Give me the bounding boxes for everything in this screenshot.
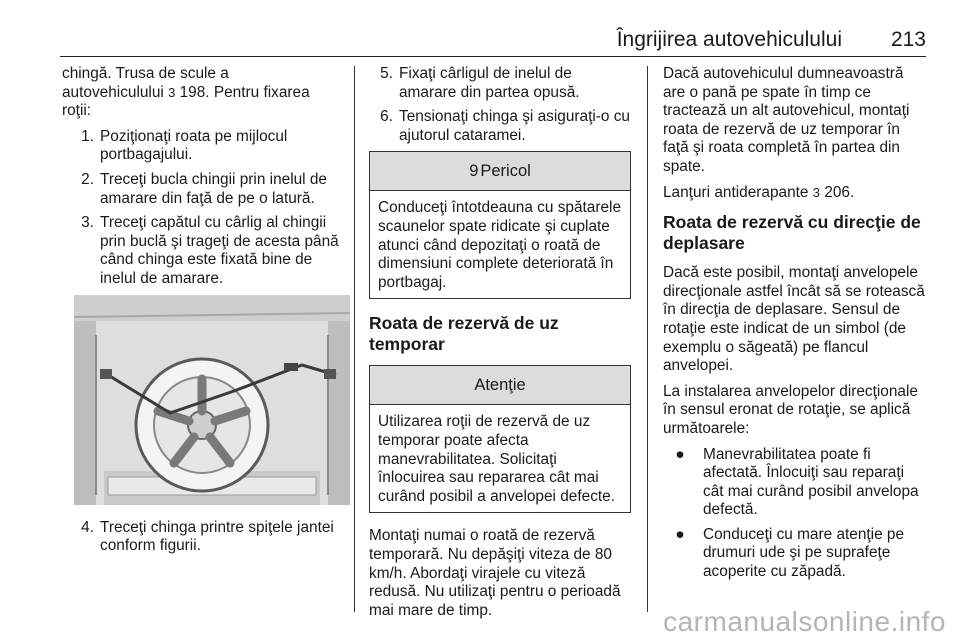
spare-wheel-illustration xyxy=(74,295,350,505)
danger-box-header: 9 Pericol xyxy=(370,152,630,191)
warning-triangle-icon: 9 xyxy=(469,162,479,181)
section-heading: Roata de rezervă cu direcţie de deplasare xyxy=(663,212,921,254)
page-header xyxy=(60,26,926,57)
page-number: 213 xyxy=(890,28,926,51)
page-ref-arrow-icon: 3 xyxy=(168,84,176,100)
bullet-icon: ● xyxy=(675,445,685,463)
bullet-icon: ● xyxy=(675,525,685,543)
spare-wheel-strap-image xyxy=(74,295,350,505)
watermark: carmanualsonline.info xyxy=(663,606,946,637)
list-item: ● Conduceţi cu mare atenţie pe drumuri ude şi pe suprafeţe acoperite cu zăpadă. xyxy=(663,526,927,582)
column-2 xyxy=(369,65,631,627)
intro-paragraph: chingă. Trusa de scule a autovehiculului 3 198. Pentru fixarea roţii: xyxy=(62,65,310,120)
list-item: 2. Treceţi bucla chingii prin inelul de amarare din faţă de pe o latură. xyxy=(81,170,327,207)
list-item: 5. Fixaţi cârligul de inelul de amarare din partea opusă. xyxy=(380,65,580,101)
list-item: 1. Poziţionaţi roata pe mijlocul portbagajului. xyxy=(81,127,288,164)
caution-box-text: Utilizarea roţii de rezervă de uz temporar poate afecta manevrabilitatea. Solicitaţi înlocuirea sau repararea cât mai curând posibil a anvelopei defecte. xyxy=(378,413,616,505)
caution-box-header: Atenţie xyxy=(370,366,630,405)
column-divider xyxy=(354,66,355,612)
wrong-direction-paragraph: La instalarea anvelopelor direcţionale în sensul eronat de rotaţie, se aplică următoarele: xyxy=(663,382,918,437)
list-item: 6. Tensionaţi chinga şi asiguraţi-o cu ajutorul cataramei. xyxy=(380,108,630,144)
list-item: 4. Treceţi chinga printre spiţele jantei conform figurii. xyxy=(81,518,334,555)
temporary-spare-paragraph: Montaţi numai o roată de rezervă temporară. Nu depăşiţi viteza de 80 km/h. Abordaţi virajele cu viteză redusă. Nu utilizaţi pentru o perioadă mai mare de timp. xyxy=(369,527,621,619)
list-item: 3. Treceţi capătul cu cârlig al chingii prin buclă şi trageţi de acesta până când chinga este fixată bine de inelul de amarare. xyxy=(81,214,339,287)
column-1 xyxy=(62,65,340,562)
steps-list xyxy=(62,128,340,289)
list-item: ● Manevrabilitatea poate fi afectată. Înlocuiţi sau reparaţi cât mai curând posibil anvelopa defectă. xyxy=(663,446,927,520)
column-divider xyxy=(647,66,648,612)
section-heading: Roata de rezervă de uz temporar xyxy=(369,313,559,355)
directional-paragraph: Dacă este posibil, montaţi anvelopele direcţionale astfel încât să se rotească în direcţia de deplasare. Sensul de rotaţie este indicat de un simbol (de exemplu o săgeată) pe flancul anvelopei. xyxy=(663,264,925,375)
chains-reference: Lanţuri antiderapante 3 206. xyxy=(663,183,855,201)
caution-box xyxy=(369,365,631,513)
steps-list xyxy=(369,65,631,145)
chapter-title: Îngrijirea autovehiculului xyxy=(616,28,842,51)
column-3 xyxy=(663,65,927,588)
page-ref-arrow-icon: 3 xyxy=(812,184,820,200)
danger-box-text: Conduceţi întotdeauna cu spătarele scaunelor spate ridicate şi cuplate atunci când depozitaţi o roată de dimensiuni complete deteriorată în portbagaj. xyxy=(378,199,622,291)
towing-paragraph: Dacă autovehiculul dumneavoastră are o pană pe spate în timp ce tractează un alt autovehicul, montaţi roata de rezervă de uz temporar în faţă şi roata completă în partea din spate. xyxy=(663,65,910,175)
danger-box xyxy=(369,151,631,299)
